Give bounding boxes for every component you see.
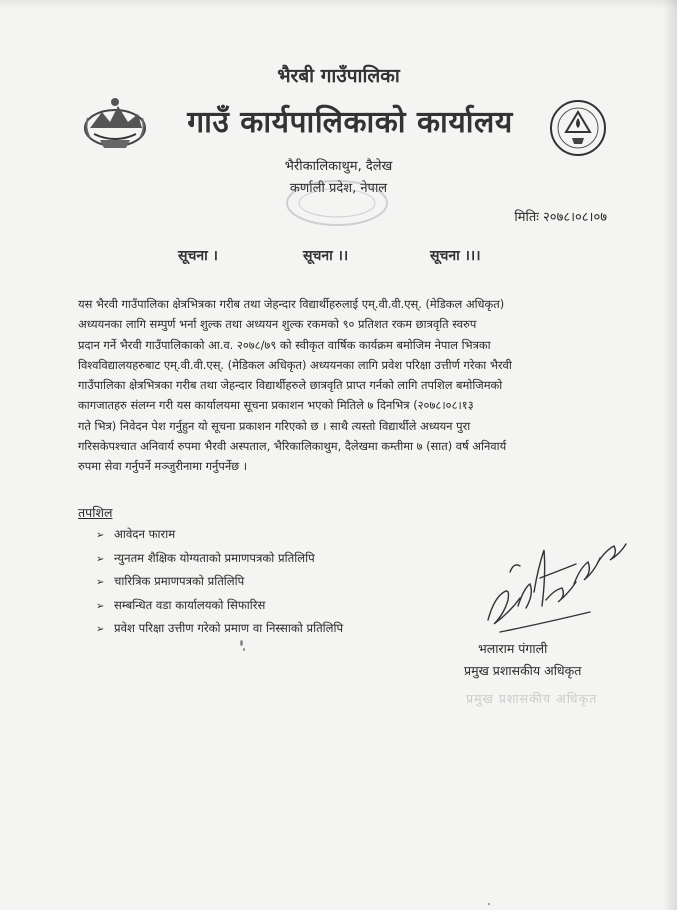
body-line: प्रदान गर्ने भैरवी गाउँपालिकाको आ.व. २०७८/७९ को स्वीकृत वार्षिक कार्यक्रम बमोजिम नेपाल भित्रका <box>78 337 491 352</box>
scan-speck <box>243 648 245 651</box>
list-item: ➢ चारित्रिक प्रमाणपत्रको प्रतिलिपि <box>96 570 343 594</box>
list-item: ➢ सम्बन्धित वडा कार्यालयको सिफारिस <box>96 594 343 618</box>
arrow-bullet-icon: ➢ <box>96 624 105 636</box>
office-title: गाउँ कार्यपालिकाको कार्यालय <box>187 105 513 140</box>
scan-edge-right <box>663 0 677 910</box>
signatory-name: भलाराम पंगाली <box>478 641 548 656</box>
list-item: ➢ आवेदन फाराम <box>96 523 343 547</box>
arrow-bullet-icon: ➢ <box>96 577 105 589</box>
address-line-2: कर्णाली प्रदेश, नेपाल <box>289 181 388 196</box>
nepal-emblem-icon <box>80 92 150 152</box>
bleed-through-text: प्रमुख प्रशासकीय अधिकृत <box>466 691 598 706</box>
notice-title-1: सूचना । <box>178 248 218 264</box>
faint-stamp-icon <box>282 178 392 228</box>
list-item: ➢ प्रवेश परिक्षा उत्तीण गरेको प्रमाण वा निस्साको प्रतिलिपि <box>96 617 343 641</box>
body-line: गते भित्र) निवेदन पेश गर्नुहुन यो सूचना प्रकाशन गरिएको छ । साथै त्यस्तो विद्यार्थीले अध्ययन पुरा <box>78 418 471 433</box>
scan-speck <box>488 903 490 905</box>
body-line: यस भैरवी गाउँपालिका क्षेत्रभित्रका गरीब तथा जेहन्दार विद्यार्थीहरुलाई एम्.वी.वी.एस्. (मेडिकल अधिकृत) <box>78 297 505 311</box>
body-line: गरिसकेपश्चात अनिवार्य रुपमा भैरवी अस्पताल, भैरिकालिकाथुम, दैलेखमा कम्तीमा ७ (सात) वर्ष अनिवार्य <box>78 439 507 454</box>
body-line: कागजातहरु संलग्न गरी यस कार्यालयमा सूचना प्रकाशन भएको मितिले ७ दिनभित्र (२०७८।०८।१३ <box>78 398 474 413</box>
signatory-title: प्रमुख प्रशासकीय अधिकृत <box>464 663 582 678</box>
municipality-name: भैरबी गाउँपालिका <box>277 65 400 87</box>
scan-speck <box>240 640 243 646</box>
required-documents-list <box>96 523 343 641</box>
arrow-bullet-icon: ➢ <box>96 553 105 565</box>
list-heading: तपशिल <box>78 505 113 520</box>
issue-date: मितिः २०७८।०८।०७ <box>514 210 607 225</box>
body-line: अध्ययनका लागि सम्पुर्ण भर्ना शुल्क तथा अध्ययन शुल्क रकमको ९० प्रतिशत रकम छात्रवृति स्वरुप <box>78 317 477 332</box>
municipality-logo-icon <box>548 98 608 158</box>
body-line: रुपमा सेवा गर्नुपर्ने मञ्जुरीनामा गर्नुपर्नेछ । <box>78 459 248 474</box>
body-line: गाउँपालिका क्षेत्रभित्रका गरीब तथा जेहन्दार विद्यार्थीहरुले छात्रवृति प्राप्त गर्नको लागि तपशिल बमोजिमको <box>78 378 503 393</box>
body-line: विश्वविद्यालयहरुबाट एम्.वी.वी.एस्. (मेडिकल अधिकृत) अध्ययनका लागि प्रवेश परिक्षा उत्तीर्ण गरेका भैरवी <box>78 357 512 372</box>
notice-title-2: सूचना ।। <box>303 248 349 264</box>
list-item: ➢ न्युनतम शैक्षिक योग्यताको प्रमाणपत्रको प्रतिलिपि <box>96 547 343 571</box>
address-line-1: भैरीकालिकाथुम, दैलेख <box>284 159 393 174</box>
arrow-bullet-icon: ➢ <box>96 600 105 612</box>
scan-edge-top <box>0 0 677 10</box>
notice-body <box>78 294 605 477</box>
handwritten-signature-icon <box>480 528 630 638</box>
arrow-bullet-icon: ➢ <box>96 530 105 541</box>
notice-title-3: सूचना ।।। <box>430 248 481 264</box>
